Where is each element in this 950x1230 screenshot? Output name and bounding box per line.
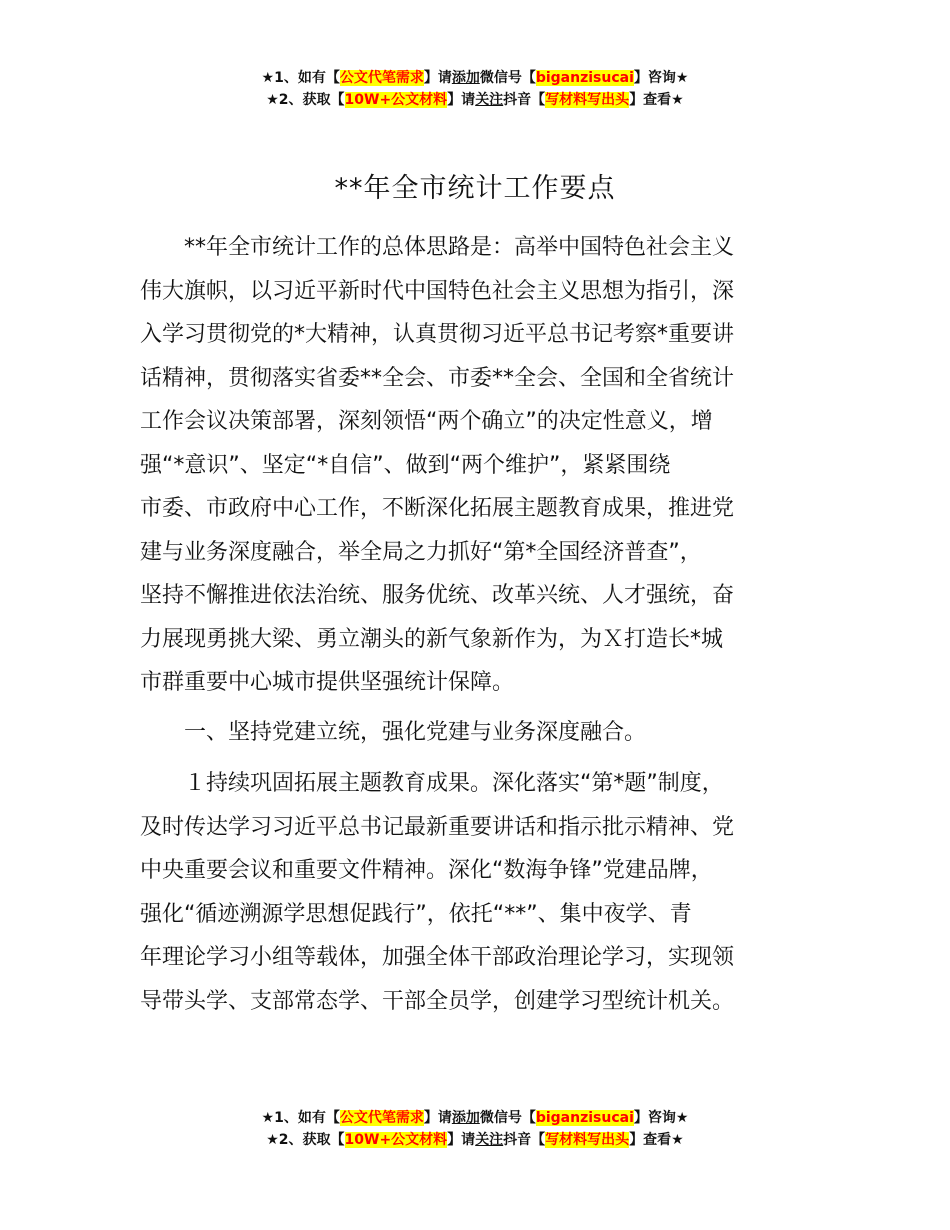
document-body <box>140 226 820 1023</box>
banner-text: 】请 <box>423 1110 452 1126</box>
banner-text: 】请 <box>447 92 476 108</box>
banner-line-1 <box>0 67 950 89</box>
body-line: 伟大旗帜，以习近平新时代中国特色社会主义思想为指引，深 <box>140 278 735 304</box>
header-banner <box>0 67 950 111</box>
banner-text: 抖音【 <box>503 1132 546 1148</box>
body-line: 话精神，贯彻落实省委**全会、市委**全会、全国和全省统计 <box>140 365 735 391</box>
banner-text: ★2、获取【 <box>266 1132 345 1148</box>
banner-text: 】请 <box>423 70 452 86</box>
banner-text: 抖音【 <box>503 92 546 108</box>
banner-highlight: 10W+公文材料 <box>344 92 448 108</box>
banner-highlight: 写材料写出头 <box>545 92 630 108</box>
banner-text: 】查看★ <box>629 1132 684 1148</box>
banner-text: ★1、如有【 <box>261 1110 340 1126</box>
body-line: 市委、市政府中心工作，不断深化拓展主题教育成果，推进党 <box>140 496 735 521</box>
footer-banner <box>0 1107 950 1151</box>
item-line: １持续巩固拓展主题教育成果。深化落实“第*题”制度， <box>140 771 724 796</box>
body-line: 市群重要中心城市提供坚强统计保障。 <box>140 670 515 695</box>
body-line: 建与业务深度融合，举全局之力抓好“第*全国经济普查”， <box>140 539 702 565</box>
banner-text: 】咨询★ <box>633 1110 689 1126</box>
item-line: 强化“循迹溯源学思想促践行”，依托“**”、集中夜学、青 <box>140 901 692 927</box>
banner-text: 微信号【 <box>479 1110 536 1126</box>
body-line: 力展现勇挑大梁、勇立潮头的新气象新作为，为Ｘ打造长*城 <box>140 626 724 652</box>
banner-underlined-text: 关注 <box>475 92 504 108</box>
banner-underlined-text: 关注 <box>475 1132 504 1148</box>
banner-highlight: biganzisucai <box>535 70 634 86</box>
item-line: 中央重要会议和重要文件精神。深化“数海争锋”党建品牌， <box>140 858 713 883</box>
banner-highlight: 写材料写出头 <box>545 1132 630 1148</box>
banner-text: 】查看★ <box>629 92 684 108</box>
banner-highlight: 公文代笔需求 <box>339 70 424 86</box>
section-heading: 一、坚持党建立统，强化党建与业务深度融合。 <box>140 719 647 745</box>
document-title: **年全市统计工作要点 <box>334 173 616 204</box>
item-line: 及时传达学习习近平总书记最新重要讲话和指示批示精神、党 <box>140 814 735 840</box>
body-line: 强“*意识”、坚定“*自信”、做到“两个维护”，紧紧围绕 <box>140 452 671 478</box>
banner-highlight: biganzisucai <box>535 1110 634 1126</box>
banner-highlight: 10W+公文材料 <box>344 1132 448 1148</box>
banner-text: 】咨询★ <box>633 70 689 86</box>
item-line: 导带头学、支部常态学、干部全员学，创建学习型统计机关。 <box>140 988 735 1014</box>
banner-line-2 <box>0 1129 950 1151</box>
banner-text: ★2、获取【 <box>266 92 345 108</box>
body-line: 入学习贯彻党的*大精神，认真贯彻习近平总书记考察*重要讲 <box>140 322 735 347</box>
banner-underlined-text: 添加 <box>451 70 480 86</box>
banner-text: ★1、如有【 <box>261 70 340 86</box>
banner-text: 】请 <box>447 1132 476 1148</box>
banner-line-2 <box>0 89 950 111</box>
banner-highlight: 公文代笔需求 <box>339 1110 424 1126</box>
body-line: **年全市统计工作的总体思路是：高举中国特色社会主义 <box>140 235 735 260</box>
banner-underlined-text: 添加 <box>451 1110 480 1126</box>
banner-text: 微信号【 <box>479 70 536 86</box>
item-line: 年理论学习小组等载体，加强全体干部政治理论学习，实现领 <box>140 945 735 970</box>
body-line: 坚持不懈推进依法治统、服务优统、改革兴统、人才强统，奋 <box>140 583 735 608</box>
banner-line-1 <box>0 1107 950 1129</box>
body-line: 工作会议决策部署，深刻领悟“两个确立”的决定性意义，增 <box>140 409 713 434</box>
